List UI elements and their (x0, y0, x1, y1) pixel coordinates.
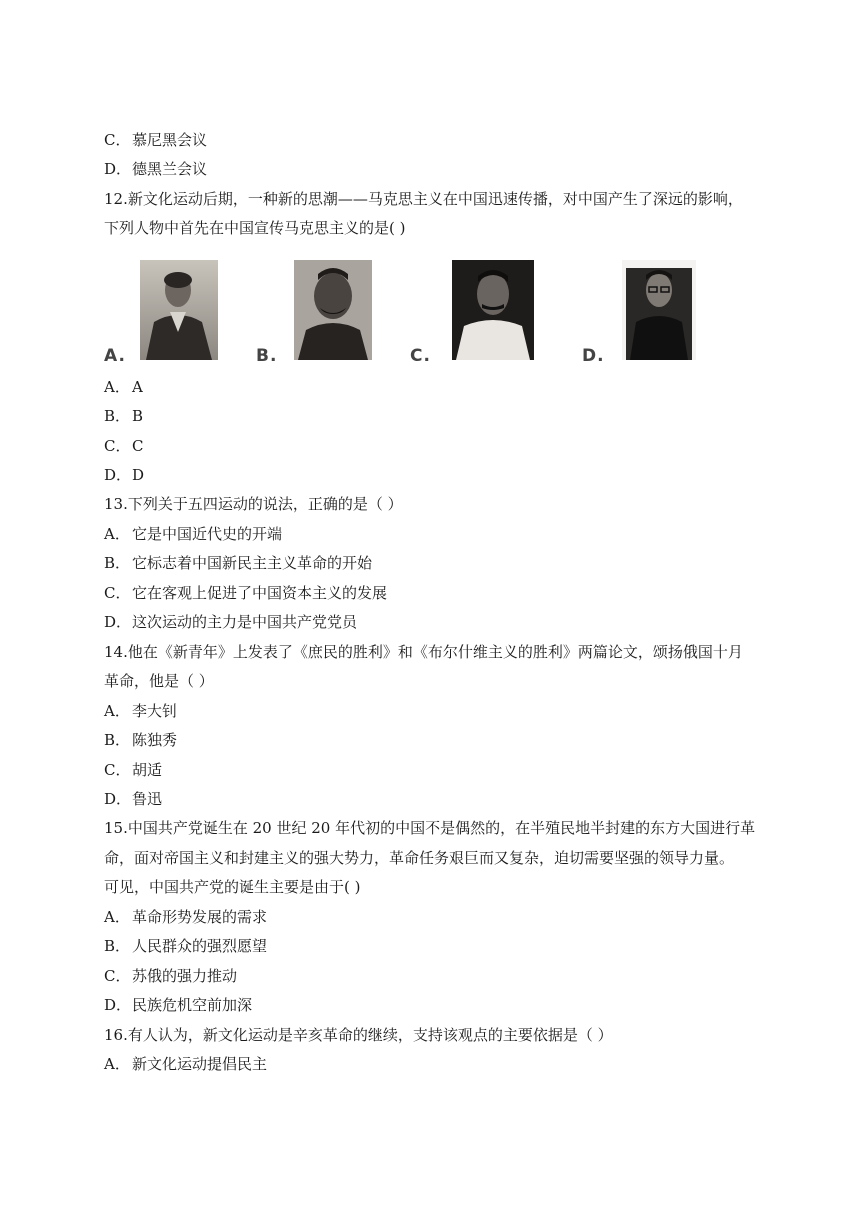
q13-option-a: A． 它是中国近代史的开端 (104, 525, 283, 543)
q15-option-c: C． 苏俄的强力推动 (104, 967, 238, 985)
photo-option-c (410, 256, 540, 368)
portrait-d-image (622, 260, 696, 360)
q12-stem-line1: 12.新文化运动后期，一种新的思潮——马克思主义在中国迅速传播，对中国产生了深远的影响， (104, 190, 743, 208)
q12-option-a: A． A (104, 378, 143, 396)
q12-stem-line2: 下列人物中首先在中国宣传马克思主义的是( ) (104, 219, 406, 237)
q14-option-d: D．鲁迅 (104, 790, 163, 808)
photo-label-a: A. (104, 346, 126, 366)
q14-option-c: C． 胡适 (104, 761, 163, 779)
q15-stem-line1: 15.中国共产党诞生在 20 世纪 20 年代初的中国不是偶然的，在半殖民地半封建的东方大国进行革 (104, 819, 756, 837)
q12-photo-row (104, 256, 744, 368)
q15-option-d: D．民族危机空前加深 (104, 996, 253, 1014)
photo-label-c: C. (410, 346, 431, 366)
q11-option-d: D．德黑兰会议 (104, 160, 208, 178)
q15-stem-line3: 可见，中国共产党的诞生主要是由于( ) (104, 878, 361, 896)
photo-option-b (256, 256, 381, 368)
q15-stem-line2: 命，面对帝国主义和封建主义的强大势力，革命任务艰巨而又复杂，迫切需要坚强的领导力量。 (104, 849, 735, 867)
q16-option-a: A． 新文化运动提倡民主 (104, 1055, 268, 1073)
q13-option-c: C． 它在客观上促进了中国资本主义的发展 (104, 584, 388, 602)
photo-option-a (104, 256, 224, 368)
portrait-b-image (294, 260, 372, 360)
q11-option-c: C． 慕尼黑会议 (104, 131, 208, 149)
q16-stem: 16.有人认为，新文化运动是辛亥革命的继续，支持该观点的主要依据是（ ） (104, 1026, 613, 1044)
portrait-a-image (140, 260, 218, 360)
photo-label-b: B. (256, 346, 278, 366)
q12-option-d: D．D (104, 466, 145, 484)
q15-option-b: B． 人民群众的强烈愿望 (104, 937, 268, 955)
q14-stem-line2: 革命，他是（ ） (104, 672, 214, 690)
q14-option-a: A． 李大钊 (104, 702, 178, 720)
q13-option-b: B． 它标志着中国新民主主义革命的开始 (104, 554, 373, 572)
q14-stem-line1: 14.他在《新青年》上发表了《庶民的胜利》和《布尔什维主义的胜利》两篇论文，颂扬俄国十月 (104, 643, 743, 661)
q13-stem: 13.下列关于五四运动的说法，正确的是（ ） (104, 495, 403, 513)
photo-option-d (582, 256, 702, 368)
portrait-c-image (452, 260, 534, 360)
photo-label-d: D. (582, 346, 605, 366)
q14-option-b: B． 陈独秀 (104, 731, 178, 749)
q12-option-c: C． C (104, 437, 144, 455)
q15-option-a: A． 革命形势发展的需求 (104, 908, 268, 926)
q12-option-b: B． B (104, 407, 144, 425)
q13-option-d: D．这次运动的主力是中国共产党党员 (104, 613, 358, 631)
